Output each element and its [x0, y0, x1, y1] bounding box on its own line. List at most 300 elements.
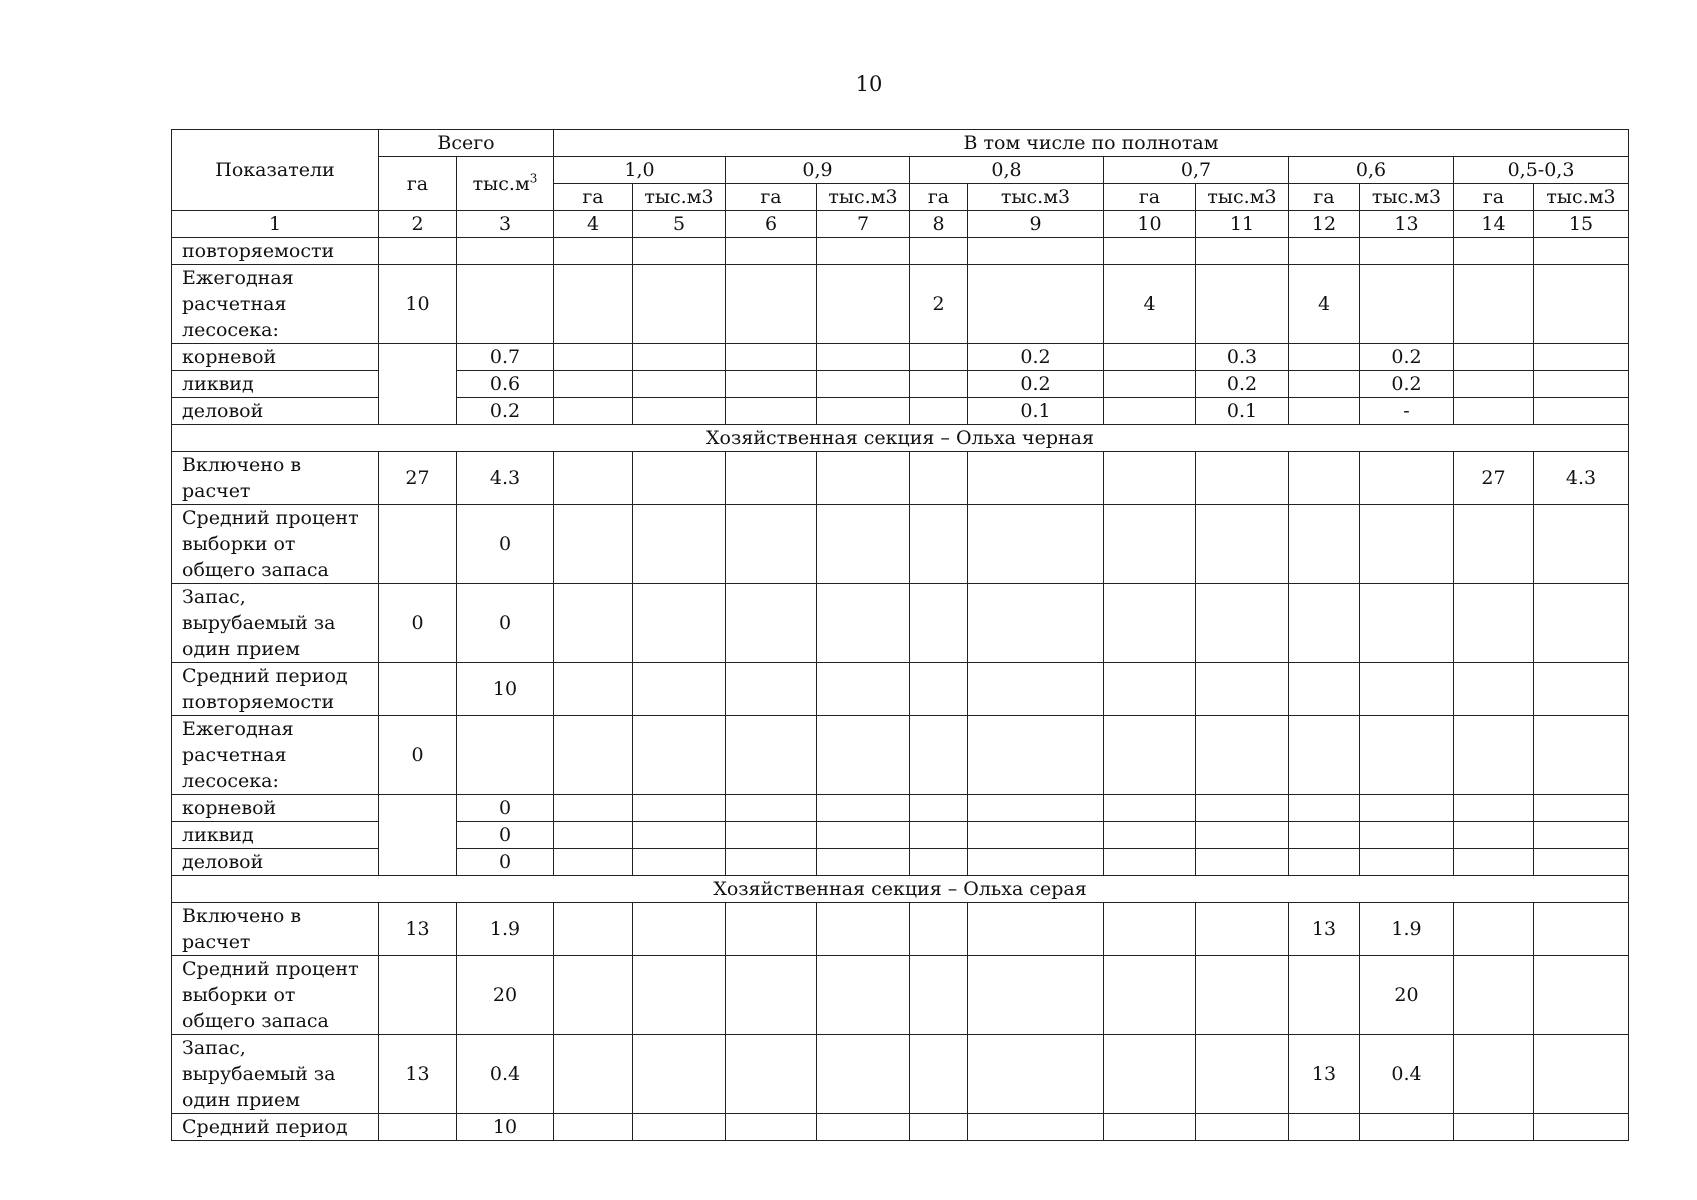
- table-cell: 0: [379, 716, 457, 795]
- table-cell: [968, 956, 1104, 1035]
- column-number: 5: [633, 211, 726, 238]
- table-cell: [633, 903, 726, 956]
- table-cell: [1289, 505, 1360, 584]
- table-cell: [1196, 849, 1289, 876]
- table-cell: [910, 663, 968, 716]
- table-cell: [1289, 452, 1360, 505]
- table-cell: [817, 795, 910, 822]
- table-cell: [1289, 849, 1360, 876]
- table-cell: 0: [457, 795, 554, 822]
- table-cell: [1454, 1035, 1534, 1114]
- table-cell: [1289, 716, 1360, 795]
- table-cell: 0.2: [1196, 371, 1289, 398]
- table-cell: [633, 238, 726, 265]
- table-cell: [633, 716, 726, 795]
- table-cell: [379, 505, 457, 584]
- header-unit-volume: тыс.м3: [1360, 184, 1454, 211]
- table-cell: [1454, 822, 1534, 849]
- table-cell: [379, 956, 457, 1035]
- table-cell: [726, 452, 817, 505]
- table-cell: [554, 716, 633, 795]
- column-number: 6: [726, 211, 817, 238]
- column-number: 7: [817, 211, 910, 238]
- row-label: Средний период: [172, 1114, 379, 1141]
- table-cell: [1454, 849, 1534, 876]
- table-cell: [1534, 265, 1629, 344]
- row-label: деловой: [172, 849, 379, 876]
- table-cell: [817, 663, 910, 716]
- table-cell: [968, 663, 1104, 716]
- table-cell: [1104, 1035, 1196, 1114]
- table-cell: [1360, 452, 1454, 505]
- table-cell: 0.4: [1360, 1035, 1454, 1114]
- table-cell: 27: [1454, 452, 1534, 505]
- table-cell: [1534, 849, 1629, 876]
- table-cell: [1360, 1114, 1454, 1141]
- table-cell: [968, 1114, 1104, 1141]
- table-cell: [910, 795, 968, 822]
- table-cell: [633, 505, 726, 584]
- table-cell: 0.2: [457, 398, 554, 425]
- table-cell: 10: [457, 663, 554, 716]
- table-cell: [1289, 584, 1360, 663]
- table-cell: [1104, 344, 1196, 371]
- table-cell: [1289, 371, 1360, 398]
- table-cell: [817, 452, 910, 505]
- table-cell: [726, 903, 817, 956]
- table-cell: [554, 238, 633, 265]
- column-number: 9: [968, 211, 1104, 238]
- table-cell: 13: [1289, 903, 1360, 956]
- table-cell: [1196, 238, 1289, 265]
- table-cell: [1289, 956, 1360, 1035]
- table-cell: [633, 344, 726, 371]
- table-cell: 0.4: [457, 1035, 554, 1114]
- table-cell: [1289, 663, 1360, 716]
- column-number: 2: [379, 211, 457, 238]
- table-cell: [968, 903, 1104, 956]
- table-cell: [817, 371, 910, 398]
- table-cell: 0.7: [457, 344, 554, 371]
- table-row: [172, 452, 1629, 505]
- header-unit-ha: га: [910, 184, 968, 211]
- header-density: 0,9: [726, 157, 910, 184]
- table-cell: [910, 956, 968, 1035]
- table-cell: [633, 398, 726, 425]
- table-cell: [968, 584, 1104, 663]
- table-cell: [1289, 1114, 1360, 1141]
- table-cell: [968, 265, 1104, 344]
- table-cell: [817, 849, 910, 876]
- table-cell: [1289, 795, 1360, 822]
- row-label: Включено в расчет: [172, 452, 379, 505]
- table-row: [172, 1035, 1629, 1114]
- table-cell: [457, 716, 554, 795]
- table-cell: [633, 1035, 726, 1114]
- table-cell: [1104, 822, 1196, 849]
- header-density: 0,5-0,3: [1454, 157, 1629, 184]
- table-cell: 1.9: [457, 903, 554, 956]
- row-label: корневой: [172, 344, 379, 371]
- table-cell: [1104, 238, 1196, 265]
- section-title: Хозяйственная секция – Ольха черная: [172, 425, 1629, 452]
- table-cell: [1104, 795, 1196, 822]
- table-cell: [554, 452, 633, 505]
- table-cell: 13: [379, 903, 457, 956]
- table-cell: [1196, 1035, 1289, 1114]
- column-number: 14: [1454, 211, 1534, 238]
- header-unit-volume: тыс.м3: [633, 184, 726, 211]
- table-row: [172, 903, 1629, 956]
- table-cell: [1454, 371, 1534, 398]
- table-cell: [726, 716, 817, 795]
- table-cell: [1454, 238, 1534, 265]
- table-cell: [554, 956, 633, 1035]
- table-cell: [910, 1035, 968, 1114]
- table-cell: [1104, 716, 1196, 795]
- table-cell: [726, 371, 817, 398]
- table-cell: [726, 1035, 817, 1114]
- table-cell: [726, 795, 817, 822]
- table-cell: [1104, 584, 1196, 663]
- table-cell: [817, 398, 910, 425]
- table-cell: [633, 265, 726, 344]
- header-unit-volume: тыс.м3: [817, 184, 910, 211]
- section-row: [172, 876, 1629, 903]
- table-cell: [1534, 716, 1629, 795]
- table-row: [172, 344, 1629, 371]
- header-density: 0,6: [1289, 157, 1454, 184]
- header-by-density: В том числе по полнотам: [554, 130, 1629, 157]
- table-cell: [1360, 505, 1454, 584]
- table-cell: [1104, 903, 1196, 956]
- table-cell: [1360, 822, 1454, 849]
- table-cell: [633, 849, 726, 876]
- table-cell: [1534, 795, 1629, 822]
- table-cell: [1104, 956, 1196, 1035]
- table-cell: [1196, 265, 1289, 344]
- table-cell: [1454, 663, 1534, 716]
- table-row: [172, 1114, 1629, 1141]
- header-unit-ha: га: [1289, 184, 1360, 211]
- table-cell: [633, 371, 726, 398]
- table-cell: [726, 344, 817, 371]
- table-cell: [910, 505, 968, 584]
- table-cell: [1289, 238, 1360, 265]
- table-cell: [726, 849, 817, 876]
- table-cell: 0.1: [968, 398, 1104, 425]
- table-cell: [968, 822, 1104, 849]
- table-cell: [726, 398, 817, 425]
- table-cell: [1104, 371, 1196, 398]
- table-cell: [1360, 795, 1454, 822]
- table-cell: 0.1: [1196, 398, 1289, 425]
- table-cell: [726, 663, 817, 716]
- forest-table: [171, 129, 1629, 1141]
- table-row: [172, 505, 1629, 584]
- table-cell: 0.2: [1360, 371, 1454, 398]
- table-cell: 4.3: [457, 452, 554, 505]
- table-row: [172, 956, 1629, 1035]
- table-cell: [1534, 398, 1629, 425]
- table-cell: [554, 344, 633, 371]
- table-cell: [1360, 716, 1454, 795]
- table-cell: [968, 795, 1104, 822]
- table-cell: [1534, 238, 1629, 265]
- table-cell: 0.2: [968, 371, 1104, 398]
- table-cell: [910, 238, 968, 265]
- column-number: 10: [1104, 211, 1196, 238]
- header-total-volume: $тыс.м^3$: [457, 157, 554, 211]
- table-cell: [1534, 903, 1629, 956]
- table-cell-merged: [379, 344, 457, 425]
- table-cell: 4.3: [1534, 452, 1629, 505]
- table-cell: [1104, 452, 1196, 505]
- table-cell: [1360, 584, 1454, 663]
- row-label: Включено в расчет: [172, 903, 379, 956]
- table-cell: [1104, 505, 1196, 584]
- table-cell: [1196, 505, 1289, 584]
- table-cell: [379, 238, 457, 265]
- header-density: 1,0: [554, 157, 726, 184]
- column-number: 8: [910, 211, 968, 238]
- row-label: Ежегодная расчетная лесосека:: [172, 716, 379, 795]
- table-cell: 10: [379, 265, 457, 344]
- table-cell: [554, 398, 633, 425]
- section-title: Хозяйственная секция – Ольха серая: [172, 876, 1629, 903]
- row-label: корневой: [172, 795, 379, 822]
- column-number: 15: [1534, 211, 1629, 238]
- table-cell: [633, 795, 726, 822]
- table-cell: [1454, 584, 1534, 663]
- table-cell: [817, 1114, 910, 1141]
- table-cell: [726, 238, 817, 265]
- header-density: 0,8: [910, 157, 1104, 184]
- table-cell: [1534, 956, 1629, 1035]
- table-cell: [817, 238, 910, 265]
- table-cell: [633, 452, 726, 505]
- row-label: Средний период повторяемости: [172, 663, 379, 716]
- table-cell: [1289, 398, 1360, 425]
- table-cell: [554, 903, 633, 956]
- table-cell: [817, 903, 910, 956]
- table-cell: [817, 822, 910, 849]
- table-cell: [726, 265, 817, 344]
- table-cell: [379, 663, 457, 716]
- table-cell: [1534, 1035, 1629, 1114]
- column-number: 3: [457, 211, 554, 238]
- table-cell: [1534, 663, 1629, 716]
- column-number: 12: [1289, 211, 1360, 238]
- table-cell: [726, 505, 817, 584]
- table-cell: [633, 584, 726, 663]
- table-cell: [910, 398, 968, 425]
- row-label: Ежегодная расчетная лесосека:: [172, 265, 379, 344]
- column-number: 4: [554, 211, 633, 238]
- header-unit-ha: га: [726, 184, 817, 211]
- table-cell: [554, 1035, 633, 1114]
- page-number: 10: [855, 72, 883, 96]
- table-cell: [817, 956, 910, 1035]
- table-cell: [910, 1114, 968, 1141]
- table-cell: [726, 956, 817, 1035]
- table-cell: [1454, 1114, 1534, 1141]
- header-indicators: Показатели: [172, 130, 379, 211]
- table-cell: 0: [457, 505, 554, 584]
- table-cell: [1454, 716, 1534, 795]
- table-cell: [1454, 903, 1534, 956]
- table-cell: [457, 265, 554, 344]
- table-cell: [1360, 265, 1454, 344]
- table-cell: [1534, 505, 1629, 584]
- table-cell: [1196, 795, 1289, 822]
- table-cell: 0: [457, 584, 554, 663]
- table-cell: [1289, 344, 1360, 371]
- table-cell: [1534, 371, 1629, 398]
- table-cell: [1196, 716, 1289, 795]
- table-cell: [910, 371, 968, 398]
- table-cell: 0.2: [968, 344, 1104, 371]
- table-cell: [968, 716, 1104, 795]
- table-cell: [554, 795, 633, 822]
- table-row: [172, 663, 1629, 716]
- row-label: Запас, вырубаемый за один прием: [172, 584, 379, 663]
- table-cell: [726, 584, 817, 663]
- table-cell: [910, 903, 968, 956]
- table-cell: [1104, 663, 1196, 716]
- row-label: повторяемости: [172, 238, 379, 265]
- table-cell: [817, 716, 910, 795]
- table-cell: [1104, 849, 1196, 876]
- section-row: [172, 425, 1629, 452]
- table-cell: [554, 265, 633, 344]
- table-cell: [633, 956, 726, 1035]
- header-unit-volume: тыс.м3: [1534, 184, 1629, 211]
- table-cell: [817, 265, 910, 344]
- table-cell: [1360, 849, 1454, 876]
- table-cell: [968, 452, 1104, 505]
- table-cell: 2: [910, 265, 968, 344]
- column-number: 11: [1196, 211, 1289, 238]
- table-cell: 13: [379, 1035, 457, 1114]
- table-cell: [633, 663, 726, 716]
- header-total: Всего: [379, 130, 554, 157]
- header-total-ha: га: [379, 157, 457, 211]
- table-cell: [1104, 398, 1196, 425]
- header-unit-volume: тыс.м3: [1196, 184, 1289, 211]
- table-cell: [817, 505, 910, 584]
- table-cell: [910, 344, 968, 371]
- table-cell: [1196, 903, 1289, 956]
- table-cell: [1454, 344, 1534, 371]
- table-cell: [1454, 398, 1534, 425]
- table-cell: 20: [457, 956, 554, 1035]
- table-cell: [910, 716, 968, 795]
- table-cell: 27: [379, 452, 457, 505]
- table-cell: [1534, 344, 1629, 371]
- table-cell: [633, 1114, 726, 1141]
- table-cell: [817, 344, 910, 371]
- column-number: 1: [172, 211, 379, 238]
- header-unit-volume: тыс.м3: [968, 184, 1104, 211]
- table-cell: [1196, 1114, 1289, 1141]
- table-cell: [554, 822, 633, 849]
- table-cell: [1534, 584, 1629, 663]
- table-cell: [726, 822, 817, 849]
- row-label: Средний процент выборки от общего запаса: [172, 505, 379, 584]
- table-cell: [817, 584, 910, 663]
- table-cell: [554, 505, 633, 584]
- table-cell-merged: [379, 795, 457, 876]
- table-cell: [554, 371, 633, 398]
- row-label: деловой: [172, 398, 379, 425]
- table-cell: [554, 663, 633, 716]
- table-cell: [1289, 822, 1360, 849]
- table-cell: [1196, 822, 1289, 849]
- table-cell: 10: [457, 1114, 554, 1141]
- table-cell: [1454, 956, 1534, 1035]
- table-cell: [910, 584, 968, 663]
- table-row: [172, 265, 1629, 344]
- table-row: [172, 238, 1629, 265]
- table-cell: 20: [1360, 956, 1454, 1035]
- table-cell: [968, 505, 1104, 584]
- table-cell: [379, 1114, 457, 1141]
- row-label: ликвид: [172, 822, 379, 849]
- table-cell: [968, 238, 1104, 265]
- table-row: [172, 584, 1629, 663]
- table-cell: [1454, 795, 1534, 822]
- table-cell: [1196, 956, 1289, 1035]
- row-label: Средний процент выборки от общего запаса: [172, 956, 379, 1035]
- row-label: Запас, вырубаемый за один прием: [172, 1035, 379, 1114]
- table-cell: [910, 452, 968, 505]
- table-cell: [817, 1035, 910, 1114]
- header-unit-ha: га: [1104, 184, 1196, 211]
- table-cell: [1534, 1114, 1629, 1141]
- table-cell: 0.2: [1360, 344, 1454, 371]
- header-density: 0,7: [1104, 157, 1289, 184]
- header-unit-ha: га: [1454, 184, 1534, 211]
- table-cell: [554, 849, 633, 876]
- table-cell: [1454, 505, 1534, 584]
- table-cell: 0: [457, 849, 554, 876]
- table-cell: [1534, 822, 1629, 849]
- table-cell: [968, 849, 1104, 876]
- table-cell: [554, 1114, 633, 1141]
- table-cell: [1196, 452, 1289, 505]
- table-cell: [1104, 1114, 1196, 1141]
- table-cell: [1360, 238, 1454, 265]
- table-cell: [910, 849, 968, 876]
- table-cell: [968, 1035, 1104, 1114]
- table-cell: [1196, 584, 1289, 663]
- table-cell: [554, 584, 633, 663]
- table-cell: 13: [1289, 1035, 1360, 1114]
- table-cell: 4: [1289, 265, 1360, 344]
- table-cell: [633, 822, 726, 849]
- table-row: [172, 716, 1629, 795]
- table-cell: 0: [457, 822, 554, 849]
- table-cell: 1.9: [1360, 903, 1454, 956]
- column-number: 13: [1360, 211, 1454, 238]
- table-cell: [726, 1114, 817, 1141]
- table-cell: -: [1360, 398, 1454, 425]
- table-cell: 4: [1104, 265, 1196, 344]
- table-cell: [1196, 663, 1289, 716]
- table-cell: [457, 238, 554, 265]
- table-cell: [1360, 663, 1454, 716]
